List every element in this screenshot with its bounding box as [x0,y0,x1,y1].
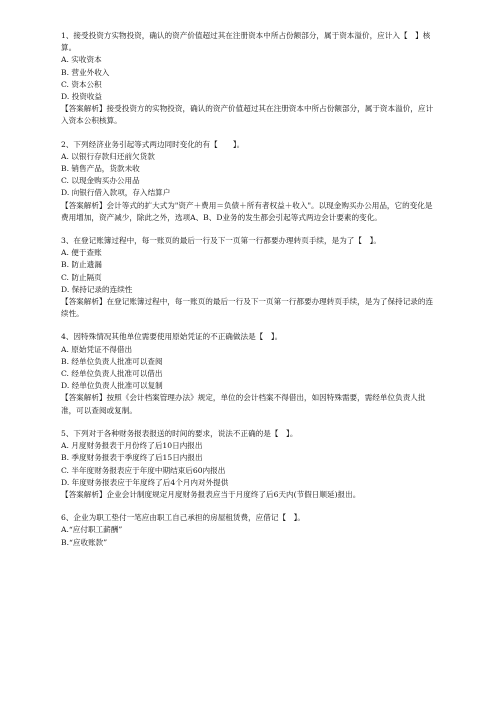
option-a: A. 便于查账 [61,248,102,258]
option-c: C. 防止隔页 [61,272,102,282]
document-page [61,30,435,560]
answer-analysis: 【答案解析】接受投资方的实物投资，确认的资产价值超过其在注册资本中所占份额部分，属于资本溢价，应计入资本公积核算。 [61,104,434,126]
option-c: C. 资本公积 [61,79,102,89]
question-stem: 6、企业为职工垫付一笔应由职工自己承担的房屋租赁费，应借记【 】。 [61,513,306,523]
option-a: A. 以银行存款归还前欠货款 [61,151,155,161]
option-a: A. 实收资本 [61,55,102,65]
question-2 [61,139,435,224]
question-3 [61,235,435,320]
question-1 [61,30,435,128]
option-c: C. 半年度财务报表应于年度中期结束后60内报出 [61,465,226,475]
option-b: B. 营业外收入 [61,67,110,77]
option-b: B. 销售产品，货款未收 [61,164,140,174]
question-6 [61,512,435,549]
option-d: D. 经单位负责人批准可以复制 [61,381,163,391]
question-4 [61,331,435,416]
option-d: D. 年度财务报表应于年度终了后4个月内对外提供 [61,477,229,487]
option-b: B. 季度财务报表于季度终了后15日内报出 [61,453,203,463]
option-d: D. 向银行借入款项，存入结算户 [61,188,171,198]
option-d: D. 保持记录的连续性 [61,284,133,294]
question-5 [61,428,435,501]
option-c: C. 以现金购买办公用品 [61,176,140,186]
answer-analysis: 【答案解析】会计等式的扩大式为"资产＋费用＝负债＋所有者权益＋收入"。以现金购买办公用品，它的变化是费用增加，资产减少，除此之外，选项A、B、D业务的发生都会引起等式两边会计要素的变化。 [61,200,433,222]
question-stem: 4、因特殊情况其他单位需要使用原始凭证的不正确做法是【 】。 [61,332,283,342]
option-a: A. 原始凭证不得借出 [61,344,133,354]
answer-analysis: 【答案解析】按照《会计档案管理办法》规定，单位的会计档案不得借出，如因特殊需要，需经单位负责人批准，可以查阅或复制。 [61,393,426,415]
option-d: D. 投资收益 [61,92,103,102]
answer-analysis: 【答案解析】企业会计制度规定月度财务报表应当于月度终了后6天内(节假日顺延)报出。 [61,489,361,499]
question-stem: 1、接受投资方实物投资，确认的资产价值超过其在注册资本中所占份额部分，属于资本溢价，应计入【 】核算。 [61,31,431,53]
option-a: A.“应付职工薪酬” [61,525,123,535]
question-stem: 2、下列经济业务引起等式两边同时变化的有【 】。 [61,139,245,149]
answer-analysis: 【答案解析】在登记账簿过程中，每一账页的最后一行及下一页第一行都要办理转页手续，是为了保持记录的连续性。 [61,297,434,319]
option-b: B. 经单位负责人批准可以查阅 [61,356,163,366]
option-a: A. 月度财务报表于月份终了后10日内报出 [61,441,203,451]
question-stem: 3、在登记账簿过程中，每一账页的最后一行及下一页第一行都要办理转页手续，是为了【 】。 [61,236,381,246]
question-stem: 5、下列对于各种财务报表报送的时间的要求，说法不正确的是【 】。 [61,428,298,438]
option-b: B.“应收账款” [61,537,108,547]
option-b: B. 防止遗漏 [61,260,102,270]
option-c: C. 经单位负责人批准可以借出 [61,369,163,379]
